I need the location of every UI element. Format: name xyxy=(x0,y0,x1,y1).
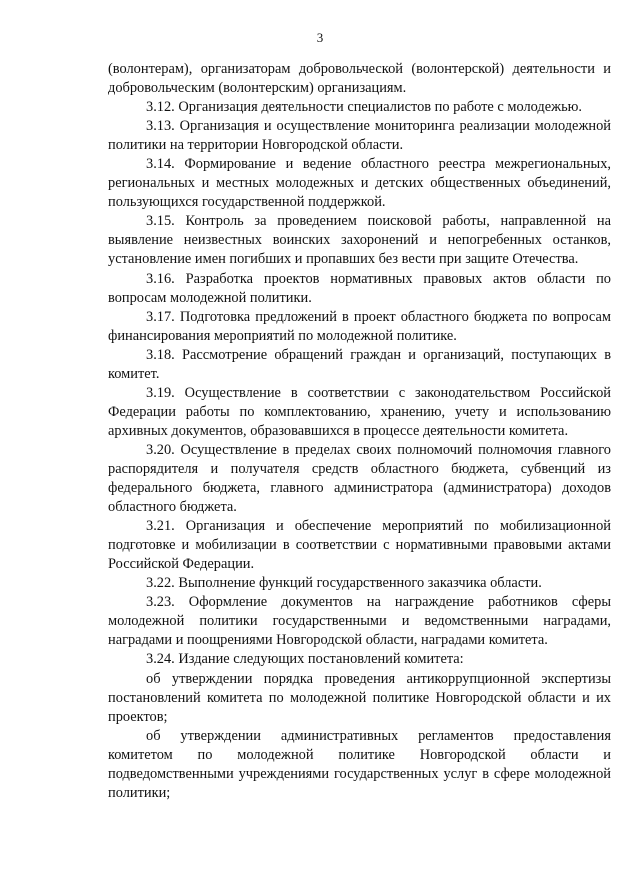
paragraph-3-20: 3.20. Осуществление в пределах своих полномочий полномочия главного распорядителя и получателя средств областного бюджета, субвенций из федерального бюджета, главного администратора (администратора) доходов областного бюджета. xyxy=(108,441,611,516)
paragraph-3-21: 3.21. Организация и обеспечение мероприятий по мобилизационной подготовке и мобилизации в соответствии с нормативными правовыми актами Российской Федерации. xyxy=(108,518,611,573)
paragraph-3-16: 3.16. Разработка проектов нормативных правовых актов области по вопросам молодежной политики. xyxy=(108,270,611,306)
paragraph-continuation: (волонтерам), организаторам добровольческой (волонтерской) деятельности и добровольческим (волонтерским) организациям. xyxy=(108,61,611,97)
paragraph-3-24: 3.24. Издание следующих постановлений комитета: xyxy=(146,651,464,668)
paragraph-3-14: 3.14. Формирование и ведение областного реестра межрегиональных, региональных и местных молодежных и детских общественных объединений, пользующихся государственной поддержкой. xyxy=(108,156,611,211)
paragraph-3-23: 3.23. Оформление документов на награждение работников сферы молодежной политики государственными и ведомственными наградами, наградами и поощрениями Новгородской области, наградами комитета. xyxy=(108,594,611,649)
paragraph-3-15: 3.15. Контроль за проведением поисковой работы, направленной на выявление неизвестных воинских захоронений и непогребенных останков, установление имен погибших и пропавших без вести при защите Отечества. xyxy=(108,213,611,268)
list-item-anticorruption-order: об утверждении порядка проведения антикоррупционной экспертизы постановлений комитета по молодежной политике Новгородской области и их проектов; xyxy=(108,670,611,725)
paragraph-3-19: 3.19. Осуществление в соответствии с законодательством Российской Федерации работы по комплектованию, хранению, учету и использованию архивных документов, образовавшихся в процессе деятельности комитета. xyxy=(108,384,611,439)
paragraph-3-13: 3.13. Организация и осуществление мониторинга реализации молодежной политики на территории Новгородской области. xyxy=(108,118,611,154)
document-body xyxy=(108,60,611,803)
list-item-administrative-regulations: об утверждении административных регламентов предоставления комитетом по молодежной политике Новгородской области и подведомственными учреждениями государственных услуг в сфере молодежной политики; xyxy=(108,727,611,801)
page-number: 3 xyxy=(316,30,324,45)
paragraph-3-17: 3.17. Подготовка предложений в проект областного бюджета по вопросам финансирования мероприятий по молодежной политике. xyxy=(108,308,611,344)
paragraph-3-12: 3.12. Организация деятельности специалистов по работе с молодежью. xyxy=(146,99,582,116)
paragraph-3-18: 3.18. Рассмотрение обращений граждан и организаций, поступающих в комитет. xyxy=(108,346,611,382)
paragraph-3-22: 3.22. Выполнение функций государственного заказчика области. xyxy=(146,575,542,592)
